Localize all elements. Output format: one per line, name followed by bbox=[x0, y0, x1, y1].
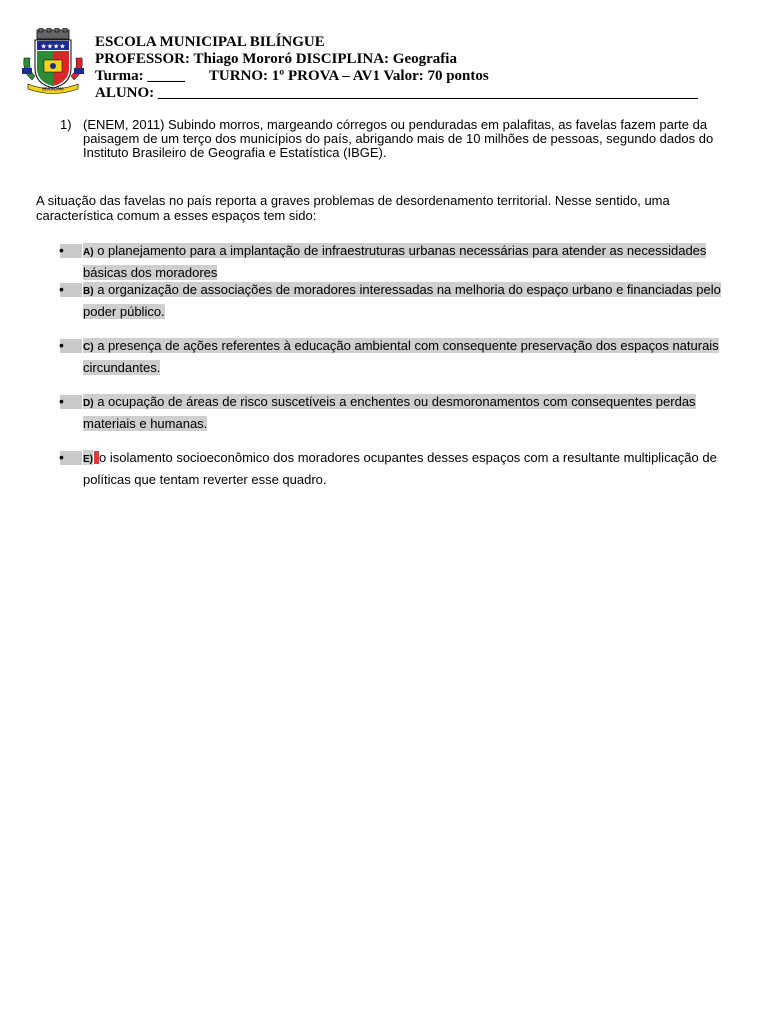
bullet-icon bbox=[60, 339, 82, 353]
question-text: (ENEM, 2011) Subindo morros, margeando córregos ou penduradas em palafitas, as favelas fazem parte da paisagem de um terço dos municípios do país, abrigando mais de 10 milhões de pessoas, segundo dados do Instituto Brasileiro de Geografia e Estatística (IBGE). bbox=[83, 117, 714, 160]
turma-field[interactable]: Turma: _____ bbox=[95, 68, 185, 84]
school-name: ESCOLA MUNICIPAL BILÍNGUE bbox=[95, 34, 325, 50]
option-text: o planejamento para a implantação de infraestruturas urbanas necessárias para atender as necessidades básicas dos moradores bbox=[83, 243, 707, 280]
option-letter: E) bbox=[83, 454, 93, 465]
municipal-coat-of-arms-icon bbox=[20, 28, 86, 94]
option-letter: C) bbox=[83, 342, 94, 353]
option-letter: B) bbox=[83, 286, 94, 297]
question-number: 1) bbox=[60, 117, 72, 132]
svg-text:★★★★: ★★★★ bbox=[40, 42, 66, 51]
option-text: a presença de ações referentes à educação ambiental com consequente preservação dos espaços naturais circundantes. bbox=[83, 338, 719, 375]
exam-header bbox=[95, 34, 735, 102]
option-text: o isolamento socioeconômico dos moradores ocupantes desses espaços com a resultante multiplicação de políticas que tentam reverter esse quadro. bbox=[83, 450, 717, 487]
svg-text:BRAS LIMA: BRAS LIMA bbox=[42, 86, 64, 92]
bullet-icon bbox=[60, 244, 82, 258]
option-text: a ocupação de áreas de risco suscetíveis a enchentes ou desmoronamentos com consequentes perdas materiais e humanas. bbox=[83, 394, 696, 431]
turno-info: TURNO: 1º PROVA – AV1 Valor: 70 pontos bbox=[208, 68, 489, 84]
question-stem: A situação das favelas no país reporta a graves problemas de desordenamento territorial. Nesse sentido, uma característica comum a esses espaços tem sido: bbox=[36, 193, 670, 223]
option-letter: D) bbox=[83, 398, 94, 409]
option-letter: A) bbox=[83, 247, 94, 258]
option-text: a organização de associações de moradores interessadas na melhoria do espaço urbano e financiadas pelo poder público. bbox=[83, 282, 721, 319]
bullet-icon bbox=[60, 283, 82, 297]
professor-line: PROFESSOR: Thiago Mororó DISCIPLINA: Geografia bbox=[95, 51, 457, 67]
student-name-field[interactable]: ALUNO: ________________________________________________________________________ bbox=[95, 85, 698, 101]
bullet-icon bbox=[60, 395, 82, 409]
bullet-icon bbox=[60, 451, 82, 465]
class-line bbox=[95, 68, 735, 85]
